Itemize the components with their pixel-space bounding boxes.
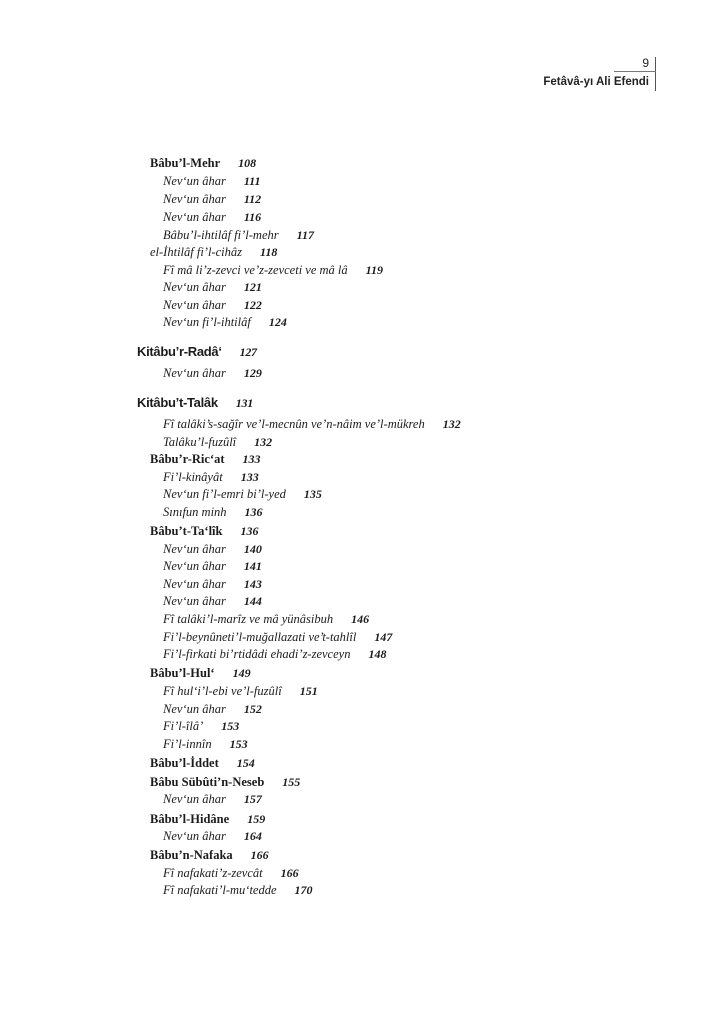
toc-entry-page: 135 bbox=[303, 487, 322, 501]
toc-entry-title: Nev‘un âhar bbox=[163, 792, 226, 806]
toc-entry-page: 136 bbox=[240, 524, 259, 538]
toc-book-heading bbox=[137, 345, 257, 358]
toc-entry-page: 133 bbox=[242, 452, 261, 466]
toc-entry-title: Bâbu’t-Ta‘lîk bbox=[150, 524, 223, 538]
toc-entry bbox=[150, 849, 269, 862]
toc-entry-page: 117 bbox=[296, 228, 314, 242]
toc-entry-title: Fî hul‘i’l-ebi ve’l-fuzûlî bbox=[163, 684, 282, 698]
toc-entry bbox=[163, 703, 262, 716]
toc-entry-page: 147 bbox=[374, 630, 393, 644]
toc-entry-title: Bâbu’n-Nafaka bbox=[150, 848, 233, 862]
toc-entry-page: 118 bbox=[260, 245, 278, 259]
toc-entry bbox=[150, 757, 255, 770]
toc-entry bbox=[163, 418, 461, 431]
toc-entry bbox=[163, 488, 322, 501]
toc-entry-page: 129 bbox=[243, 366, 262, 380]
toc-entry-title: Nev‘un âhar bbox=[163, 594, 226, 608]
toc-entry-title: Fi’l-kinâyât bbox=[163, 470, 223, 484]
toc-entry bbox=[163, 299, 262, 312]
toc-entry-title: el-İhtilâf fi’l-cihâz bbox=[150, 245, 242, 259]
toc-entry-title: Nev‘un âhar bbox=[163, 192, 226, 206]
toc-entry-title: Nev‘un âhar bbox=[163, 829, 226, 843]
toc-entry-page: 140 bbox=[243, 542, 262, 556]
toc-entry-page: 108 bbox=[238, 156, 257, 170]
toc-entry bbox=[163, 367, 262, 380]
header-rule-horizontal bbox=[614, 71, 656, 72]
toc-entry-page: 166 bbox=[280, 866, 299, 880]
toc-entry-page: 152 bbox=[243, 702, 262, 716]
toc-entry bbox=[163, 281, 262, 294]
toc-entry-title: Bâbu’l-Hul‘ bbox=[150, 666, 215, 680]
toc-entry-page: 154 bbox=[236, 756, 255, 770]
toc-entry-title: Nev‘un fi’l-emri bi’l-yed bbox=[163, 487, 286, 501]
toc-entry-page: 121 bbox=[243, 280, 262, 294]
toc-entry bbox=[163, 175, 261, 188]
toc-entry-page: 132 bbox=[254, 435, 273, 449]
toc-entry-title: Nev‘un âhar bbox=[163, 298, 226, 312]
toc-entry-page: 159 bbox=[247, 812, 266, 826]
toc-entry-page: 146 bbox=[351, 612, 370, 626]
toc-entry-title: Nev‘un âhar bbox=[163, 577, 226, 591]
toc-entry-title: Fi’l-beynûneti’l-muğallazati ve’t-tahlîl bbox=[163, 630, 357, 644]
toc-entry bbox=[163, 648, 386, 661]
toc-entry-title: Fî nafakati’z-zevcât bbox=[163, 866, 263, 880]
toc-entry-page: 119 bbox=[365, 263, 383, 277]
toc-entry-title: Bâbu’l-İddet bbox=[150, 756, 219, 770]
running-title: Fetâvâ-yı Ali Efendi bbox=[543, 76, 649, 88]
toc-entry-title: Bâbu Sübûti’n-Neseb bbox=[150, 775, 265, 789]
toc-entry bbox=[163, 264, 383, 277]
toc-entry-title: Kitâbu’t-Talâk bbox=[137, 395, 218, 410]
toc-entry bbox=[163, 560, 262, 573]
toc-entry-page: 127 bbox=[239, 345, 257, 359]
toc-entry-title: Bâbu’l-ihtilâf fi’l-mehr bbox=[163, 228, 279, 242]
toc-entry bbox=[150, 453, 261, 466]
toc-entry bbox=[163, 685, 318, 698]
toc-entry-page: 164 bbox=[243, 829, 262, 843]
toc-entry-page: 111 bbox=[243, 174, 261, 188]
header-rule-vertical bbox=[655, 57, 656, 91]
toc-entry bbox=[150, 157, 256, 170]
toc-entry-title: Sınıfun minh bbox=[163, 505, 227, 519]
toc-entry bbox=[163, 793, 262, 806]
toc-entry-title: Talâku’l-fuzûlî bbox=[163, 435, 237, 449]
toc-entry-page: 141 bbox=[243, 559, 262, 573]
toc-entry bbox=[163, 867, 299, 880]
toc-entry-page: 131 bbox=[235, 396, 253, 410]
toc-entry-title: Nev‘un âhar bbox=[163, 174, 226, 188]
toc-entry-page: 132 bbox=[442, 417, 461, 431]
toc-entry-page: 153 bbox=[221, 719, 240, 733]
toc-entry-title: Nev‘un âhar bbox=[163, 702, 226, 716]
toc-entry bbox=[163, 595, 262, 608]
toc-entry-page: 157 bbox=[243, 792, 262, 806]
toc-entry bbox=[163, 884, 313, 897]
toc-entry bbox=[163, 543, 262, 556]
toc-entry bbox=[150, 525, 258, 538]
toc-entry-page: 153 bbox=[229, 737, 248, 751]
toc-entry bbox=[163, 229, 314, 242]
toc-entry bbox=[163, 830, 262, 843]
toc-entry bbox=[163, 436, 272, 449]
toc-entry bbox=[163, 211, 261, 224]
toc-entry-title: Nev‘un âhar bbox=[163, 559, 226, 573]
toc-entry bbox=[163, 578, 262, 591]
toc-entry bbox=[163, 738, 248, 751]
toc-entry-title: Fî talâki’s-sağîr ve’l-mecnûn ve’n-nâim ve’l-mükreh bbox=[163, 417, 425, 431]
toc-entry bbox=[163, 471, 259, 484]
toc-entry-title: Nev‘un âhar bbox=[163, 542, 226, 556]
toc-entry-page: 155 bbox=[282, 775, 301, 789]
toc-entry-page: 136 bbox=[244, 505, 263, 519]
toc-book-heading bbox=[137, 396, 253, 409]
toc-entry bbox=[163, 506, 263, 519]
toc-entry-title: Nev‘un fi’l-ihtilâf bbox=[163, 315, 251, 329]
toc-entry-title: Bâbu’l-Hidâne bbox=[150, 812, 230, 826]
toc-entry-page: 151 bbox=[299, 684, 318, 698]
toc-entry-page: 166 bbox=[250, 848, 269, 862]
page-number: 9 bbox=[642, 56, 649, 70]
toc-entry-page: 144 bbox=[243, 594, 262, 608]
toc-entry bbox=[163, 720, 239, 733]
toc-entry-page: 124 bbox=[268, 315, 287, 329]
toc-entry bbox=[163, 613, 369, 626]
toc-entry-page: 149 bbox=[232, 666, 251, 680]
toc-entry-title: Fi’l-firkati bi’rtidâdi ehadi’z-zevceyn bbox=[163, 647, 351, 661]
toc-entry-title: Fî nafakati’l-mu‘tedde bbox=[163, 883, 277, 897]
toc-entry-page: 170 bbox=[294, 883, 313, 897]
toc-entry-title: Fî talâki’l-marîz ve mâ yünâsibuh bbox=[163, 612, 334, 626]
toc-entry-title: Nev‘un âhar bbox=[163, 280, 226, 294]
toc-entry-page: 143 bbox=[243, 577, 262, 591]
toc-entry-page: 133 bbox=[240, 470, 259, 484]
toc-entry-page: 112 bbox=[243, 192, 262, 206]
toc-entry-title: Nev‘un âhar bbox=[163, 210, 226, 224]
toc-entry-title: Nev‘un âhar bbox=[163, 366, 226, 380]
toc-entry bbox=[150, 813, 265, 826]
toc-entry bbox=[150, 667, 251, 680]
toc-entry-title: Kitâbu’r-Radâ‘ bbox=[137, 344, 222, 359]
toc-entry bbox=[163, 193, 261, 206]
toc-entry bbox=[150, 246, 277, 259]
toc-entry-title: Fi’l-îlâ’ bbox=[163, 719, 204, 733]
toc-entry-title: Bâbu’l-Mehr bbox=[150, 156, 221, 170]
toc-entry-page: 148 bbox=[368, 647, 387, 661]
toc-entry-page: 122 bbox=[243, 298, 262, 312]
toc-entry bbox=[163, 631, 392, 644]
toc-entry-title: Fî mâ li’z-zevci ve’z-zevceti ve mâ lâ bbox=[163, 263, 348, 277]
toc-entry-title: Bâbu’r-Ric‘at bbox=[150, 452, 225, 466]
toc-entry bbox=[150, 776, 300, 789]
toc-entry-title: Fi’l-innîn bbox=[163, 737, 212, 751]
toc-entry bbox=[163, 316, 287, 329]
toc-entry-page: 116 bbox=[243, 210, 262, 224]
